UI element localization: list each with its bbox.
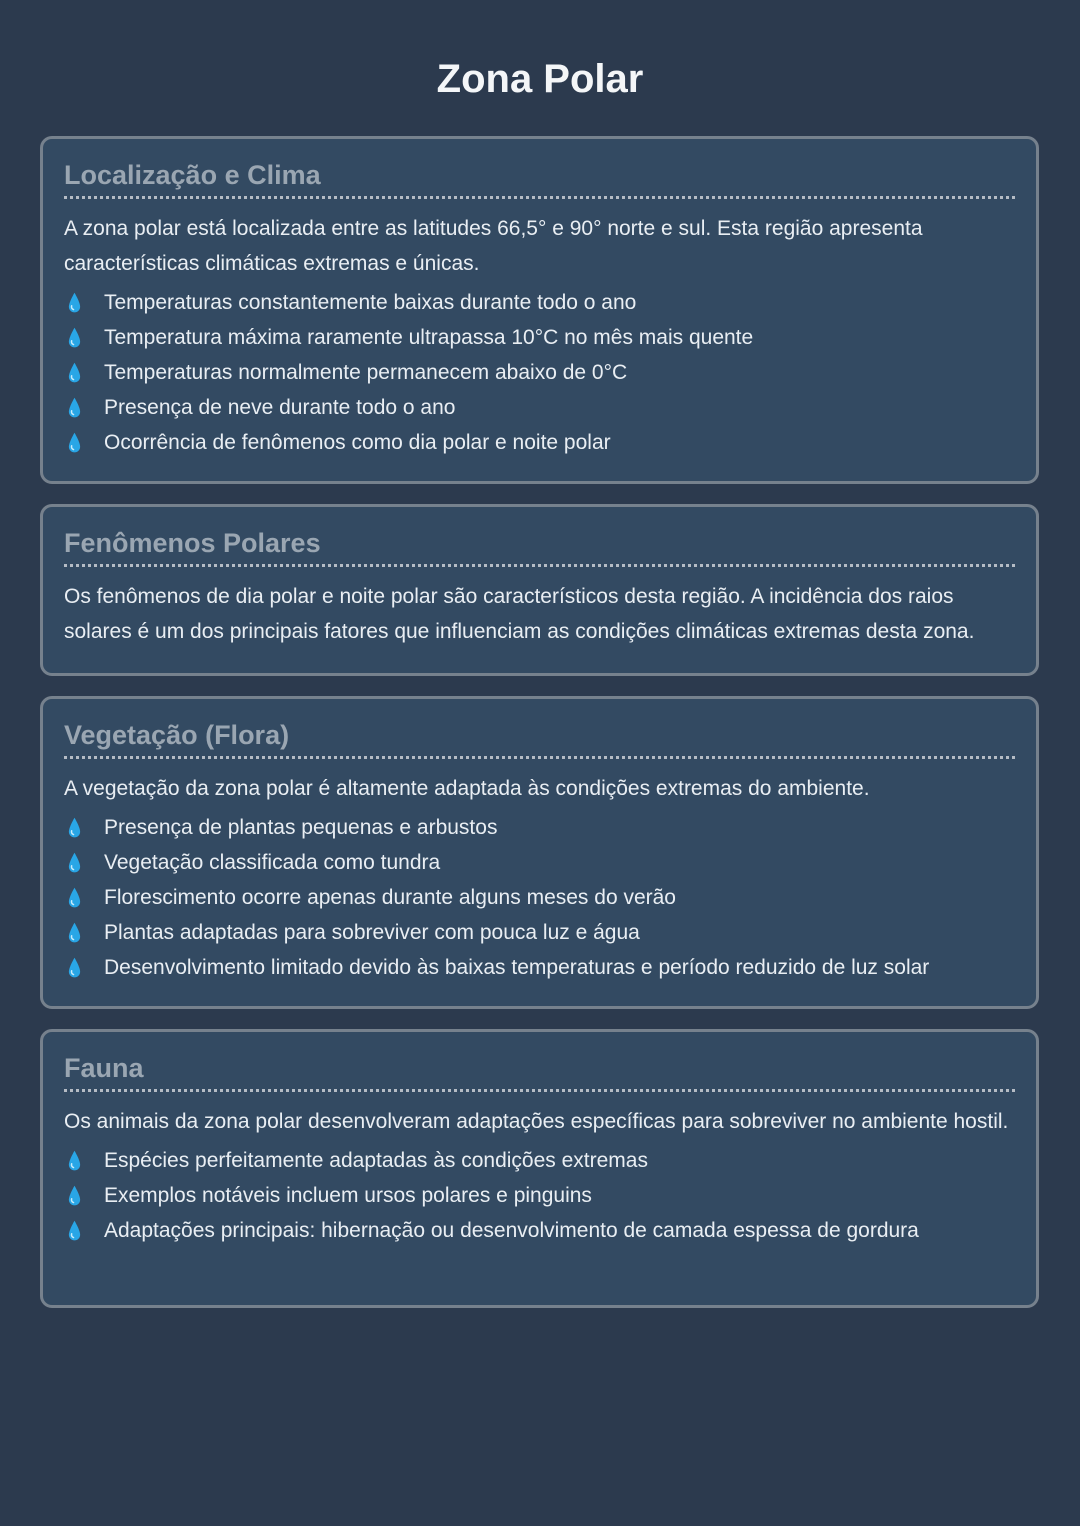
list-item [64,390,1015,425]
water-drop-icon [67,851,82,875]
list-item [64,950,1015,985]
section-title: Fauna [64,1052,1015,1092]
list-item [64,1178,1015,1213]
water-drop-icon [67,1219,82,1243]
list-item-text: Presença de plantas pequenas e arbustos [104,816,498,839]
section-text: A vegetação da zona polar é altamente adaptada às condições extremas do ambiente. [64,777,870,800]
section-title: Localização e Clima [64,159,1015,199]
water-drop-icon [67,326,82,350]
water-drop-icon [67,816,82,840]
bullet-list [64,810,1015,985]
water-drop-icon [67,361,82,385]
water-drop-icon [67,921,82,945]
section-text: A zona polar está localizada entre as latitudes 66,5° e 90° norte e sul. Esta região apresenta características climáticas extremas e únicas. [64,217,923,275]
list-item [64,320,1015,355]
list-item [64,1213,1015,1248]
list-item [64,845,1015,880]
water-drop-icon [67,396,82,420]
list-item-text: Temperatura máxima raramente ultrapassa 10°C no mês mais quente [104,326,754,349]
list-item [64,355,1015,390]
list-item-text: Plantas adaptadas para sobreviver com pouca luz e água [104,921,640,944]
section-fenomenos-polares [40,504,1039,676]
water-drop-icon [67,431,82,455]
list-item-text: Adaptações principais: hibernação ou desenvolvimento de camada espessa de gordura [104,1219,919,1242]
list-item [64,810,1015,845]
section-localizacao-clima [40,136,1039,484]
list-item-text: Espécies perfeitamente adaptadas às condições extremas [104,1149,648,1172]
water-drop-icon [67,886,82,910]
water-drop-icon [67,956,82,980]
list-item-text: Ocorrência de fenômenos como dia polar e noite polar [104,431,611,454]
list-item [64,285,1015,320]
bullet-list [64,285,1015,460]
section-text: Os fenômenos de dia polar e noite polar são característicos desta região. A incidência dos raios solares é um dos principais fatores que influenciam as condições climáticas extremas desta zona. [64,585,975,643]
list-item-text: Desenvolvimento limitado devido às baixas temperaturas e período reduzido de luz solar [104,956,930,979]
section-fauna [40,1029,1039,1308]
list-item-text: Exemplos notáveis incluem ursos polares e pinguins [104,1184,592,1207]
list-item [64,425,1015,460]
list-item-text: Temperaturas normalmente permanecem abaixo de 0°C [104,361,628,384]
list-item-text: Vegetação classificada como tundra [104,851,441,874]
page-title: Zona Polar [436,57,644,101]
water-drop-icon [67,1149,82,1173]
list-item-text: Florescimento ocorre apenas durante alguns meses do verão [104,886,676,909]
water-drop-icon [67,1184,82,1208]
section-vegetacao-flora [40,696,1039,1009]
list-item [64,915,1015,950]
list-item-text: Presença de neve durante todo o ano [104,396,456,419]
list-item [64,880,1015,915]
section-title: Fenômenos Polares [64,527,1015,567]
bullet-list [64,1143,1015,1248]
section-text: Os animais da zona polar desenvolveram adaptações específicas para sobreviver no ambiente hostil. [64,1110,1009,1133]
page [40,0,1040,1242]
list-item-text: Temperaturas constantemente baixas durante todo o ano [104,291,637,314]
list-item [64,1143,1015,1178]
water-drop-icon [67,291,82,315]
section-title: Vegetação (Flora) [64,719,1015,759]
